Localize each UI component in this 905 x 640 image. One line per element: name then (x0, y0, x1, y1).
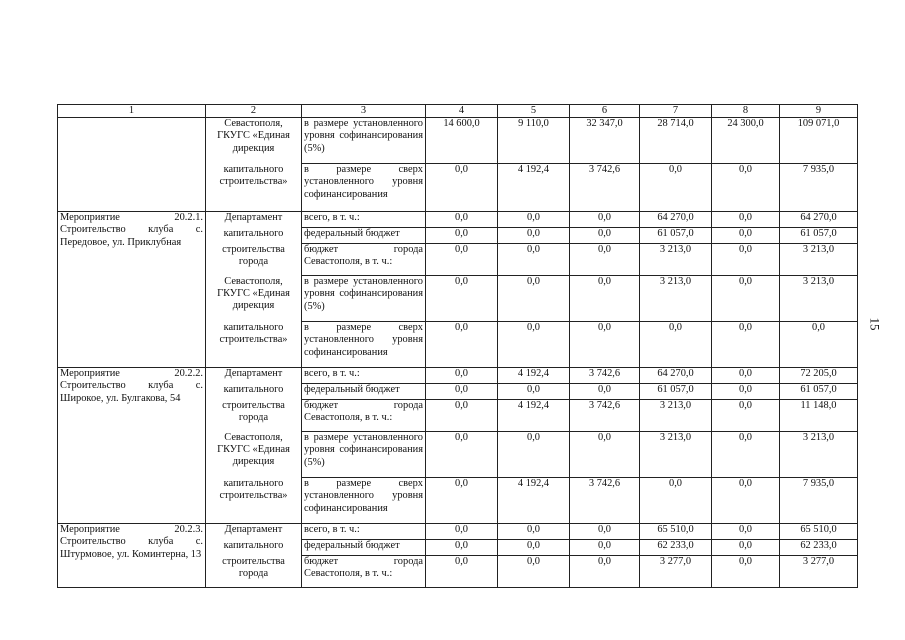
funding-source-cell: федеральный бюджет (302, 228, 426, 244)
executor-cell: капитального (206, 228, 302, 244)
executor-cell: капитального строительства» (206, 164, 302, 212)
amount-cell: 11 148,0 (780, 400, 858, 432)
funding-source-cell: в размере сверх установленного уровня софинансирования (302, 322, 426, 368)
amount-cell: 62 233,0 (780, 540, 858, 556)
amount-cell: 3 213,0 (640, 432, 712, 478)
amount-cell: 0,0 (498, 556, 570, 588)
header-cell: 8 (712, 105, 780, 118)
header-cell: 6 (570, 105, 640, 118)
amount-cell: 0,0 (570, 212, 640, 228)
table-row (58, 368, 858, 384)
funding-source-cell: в размере сверх установленного уровня софинансирования (302, 164, 426, 212)
page-number: 15 (867, 317, 883, 331)
amount-cell: 24 300,0 (712, 118, 780, 164)
amount-cell: 0,0 (570, 276, 640, 322)
executor-cell: Департамент (206, 212, 302, 228)
amount-cell: 0,0 (712, 540, 780, 556)
amount-cell: 72 205,0 (780, 368, 858, 384)
measure-name-cell: Мероприятие 20.2.2. Строительство клуба с. Широкое, ул. Булгакова, 54 (58, 368, 206, 524)
amount-cell: 0,0 (426, 524, 498, 540)
funding-source-cell: в размере установленного уровня софинансирования (5%) (302, 118, 426, 164)
amount-cell: 0,0 (712, 478, 780, 524)
amount-cell: 4 192,4 (498, 164, 570, 212)
amount-cell: 3 277,0 (780, 556, 858, 588)
amount-cell: 0,0 (640, 164, 712, 212)
funding-source-cell: федеральный бюджет (302, 384, 426, 400)
amount-cell: 28 714,0 (640, 118, 712, 164)
amount-cell: 0,0 (498, 322, 570, 368)
amount-cell: 3 213,0 (780, 432, 858, 478)
budget-table (57, 104, 858, 588)
amount-cell: 4 192,4 (498, 478, 570, 524)
header-cell: 7 (640, 105, 712, 118)
amount-cell: 0,0 (570, 384, 640, 400)
amount-cell: 0,0 (712, 384, 780, 400)
amount-cell: 65 510,0 (780, 524, 858, 540)
amount-cell: 0,0 (426, 276, 498, 322)
amount-cell: 64 270,0 (640, 212, 712, 228)
amount-cell: 0,0 (426, 244, 498, 276)
amount-cell: 0,0 (712, 556, 780, 588)
amount-cell: 0,0 (426, 228, 498, 244)
amount-cell: 0,0 (426, 540, 498, 556)
amount-cell: 0,0 (498, 540, 570, 556)
header-cell: 5 (498, 105, 570, 118)
header-cell: 1 (58, 105, 206, 118)
amount-cell: 64 270,0 (780, 212, 858, 228)
table-row (58, 118, 858, 164)
table-row (58, 212, 858, 228)
amount-cell: 0,0 (570, 244, 640, 276)
amount-cell: 0,0 (498, 212, 570, 228)
amount-cell: 4 192,4 (498, 400, 570, 432)
amount-cell: 7 935,0 (780, 164, 858, 212)
amount-cell: 0,0 (498, 432, 570, 478)
funding-source-cell: бюджет города Севастополя, в т. ч.: (302, 556, 426, 588)
header-row (58, 105, 858, 118)
header-cell: 3 (302, 105, 426, 118)
funding-source-cell: в размере установленного уровня софинансирования (5%) (302, 432, 426, 478)
amount-cell: 62 233,0 (640, 540, 712, 556)
amount-cell: 3 277,0 (640, 556, 712, 588)
amount-cell: 3 213,0 (780, 244, 858, 276)
amount-cell: 4 192,4 (498, 368, 570, 384)
amount-cell: 0,0 (712, 276, 780, 322)
funding-source-cell: бюджет города Севастополя, в т. ч.: (302, 244, 426, 276)
executor-cell: капитального (206, 540, 302, 556)
funding-source-cell: всего, в т. ч.: (302, 368, 426, 384)
amount-cell: 0,0 (498, 244, 570, 276)
amount-cell: 0,0 (426, 400, 498, 432)
amount-cell: 14 600,0 (426, 118, 498, 164)
header-cell: 2 (206, 105, 302, 118)
amount-cell: 61 057,0 (640, 228, 712, 244)
executor-cell: капитального (206, 384, 302, 400)
executor-cell: Севастополя, ГКУГС «Единая дирекция (206, 432, 302, 478)
amount-cell: 0,0 (780, 322, 858, 368)
amount-cell: 0,0 (426, 322, 498, 368)
amount-cell: 3 742,6 (570, 478, 640, 524)
amount-cell: 0,0 (712, 368, 780, 384)
amount-cell: 0,0 (640, 322, 712, 368)
executor-cell: Департамент (206, 368, 302, 384)
amount-cell: 0,0 (426, 164, 498, 212)
amount-cell: 3 213,0 (640, 400, 712, 432)
amount-cell: 0,0 (498, 384, 570, 400)
amount-cell: 0,0 (426, 368, 498, 384)
amount-cell: 3 213,0 (640, 276, 712, 322)
funding-source-cell: в размере сверх установленного уровня софинансирования (302, 478, 426, 524)
measure-name-cell (58, 118, 206, 212)
executor-cell: строительства города (206, 400, 302, 432)
amount-cell: 0,0 (712, 322, 780, 368)
executor-cell: капитального строительства» (206, 322, 302, 368)
amount-cell: 61 057,0 (780, 228, 858, 244)
amount-cell: 0,0 (570, 524, 640, 540)
amount-cell: 3 213,0 (780, 276, 858, 322)
measure-name-cell: Мероприятие 20.2.1. Строительство клуба с. Передовое, ул. Приклубная (58, 212, 206, 368)
amount-cell: 0,0 (426, 384, 498, 400)
amount-cell: 64 270,0 (640, 368, 712, 384)
header-cell: 9 (780, 105, 858, 118)
amount-cell: 0,0 (498, 524, 570, 540)
funding-source-cell: в размере установленного уровня софинансирования (5%) (302, 276, 426, 322)
amount-cell: 0,0 (570, 432, 640, 478)
amount-cell: 109 071,0 (780, 118, 858, 164)
amount-cell: 0,0 (712, 432, 780, 478)
amount-cell: 0,0 (712, 244, 780, 276)
amount-cell: 3 742,6 (570, 368, 640, 384)
executor-cell: Департамент (206, 524, 302, 540)
amount-cell: 0,0 (712, 212, 780, 228)
amount-cell: 61 057,0 (780, 384, 858, 400)
amount-cell: 0,0 (426, 556, 498, 588)
amount-cell: 0,0 (426, 432, 498, 478)
amount-cell: 3 213,0 (640, 244, 712, 276)
amount-cell: 32 347,0 (570, 118, 640, 164)
amount-cell: 0,0 (498, 276, 570, 322)
amount-cell: 0,0 (498, 228, 570, 244)
amount-cell: 0,0 (712, 228, 780, 244)
funding-source-cell: федеральный бюджет (302, 540, 426, 556)
amount-cell: 0,0 (570, 556, 640, 588)
amount-cell: 0,0 (570, 228, 640, 244)
measure-name-cell: Мероприятие 20.2.3. Строительство клуба с. Штурмовое, ул. Коминтерна, 13 (58, 524, 206, 588)
amount-cell: 65 510,0 (640, 524, 712, 540)
amount-cell: 3 742,6 (570, 164, 640, 212)
amount-cell: 0,0 (712, 400, 780, 432)
executor-cell: Севастополя, ГКУГС «Единая дирекция (206, 276, 302, 322)
funding-source-cell: бюджет города Севастополя, в т. ч.: (302, 400, 426, 432)
executor-cell: строительства города (206, 244, 302, 276)
amount-cell: 61 057,0 (640, 384, 712, 400)
executor-cell: капитального строительства» (206, 478, 302, 524)
executor-cell: Севастополя, ГКУГС «Единая дирекция (206, 118, 302, 164)
table-row (58, 524, 858, 540)
amount-cell: 0,0 (426, 212, 498, 228)
amount-cell: 0,0 (426, 478, 498, 524)
executor-cell: строительства города (206, 556, 302, 588)
amount-cell: 3 742,6 (570, 400, 640, 432)
amount-cell: 0,0 (640, 478, 712, 524)
amount-cell: 0,0 (570, 540, 640, 556)
funding-source-cell: всего, в т. ч.: (302, 524, 426, 540)
amount-cell: 0,0 (712, 164, 780, 212)
amount-cell: 9 110,0 (498, 118, 570, 164)
amount-cell: 7 935,0 (780, 478, 858, 524)
header-cell: 4 (426, 105, 498, 118)
funding-source-cell: всего, в т. ч.: (302, 212, 426, 228)
amount-cell: 0,0 (712, 524, 780, 540)
amount-cell: 0,0 (570, 322, 640, 368)
